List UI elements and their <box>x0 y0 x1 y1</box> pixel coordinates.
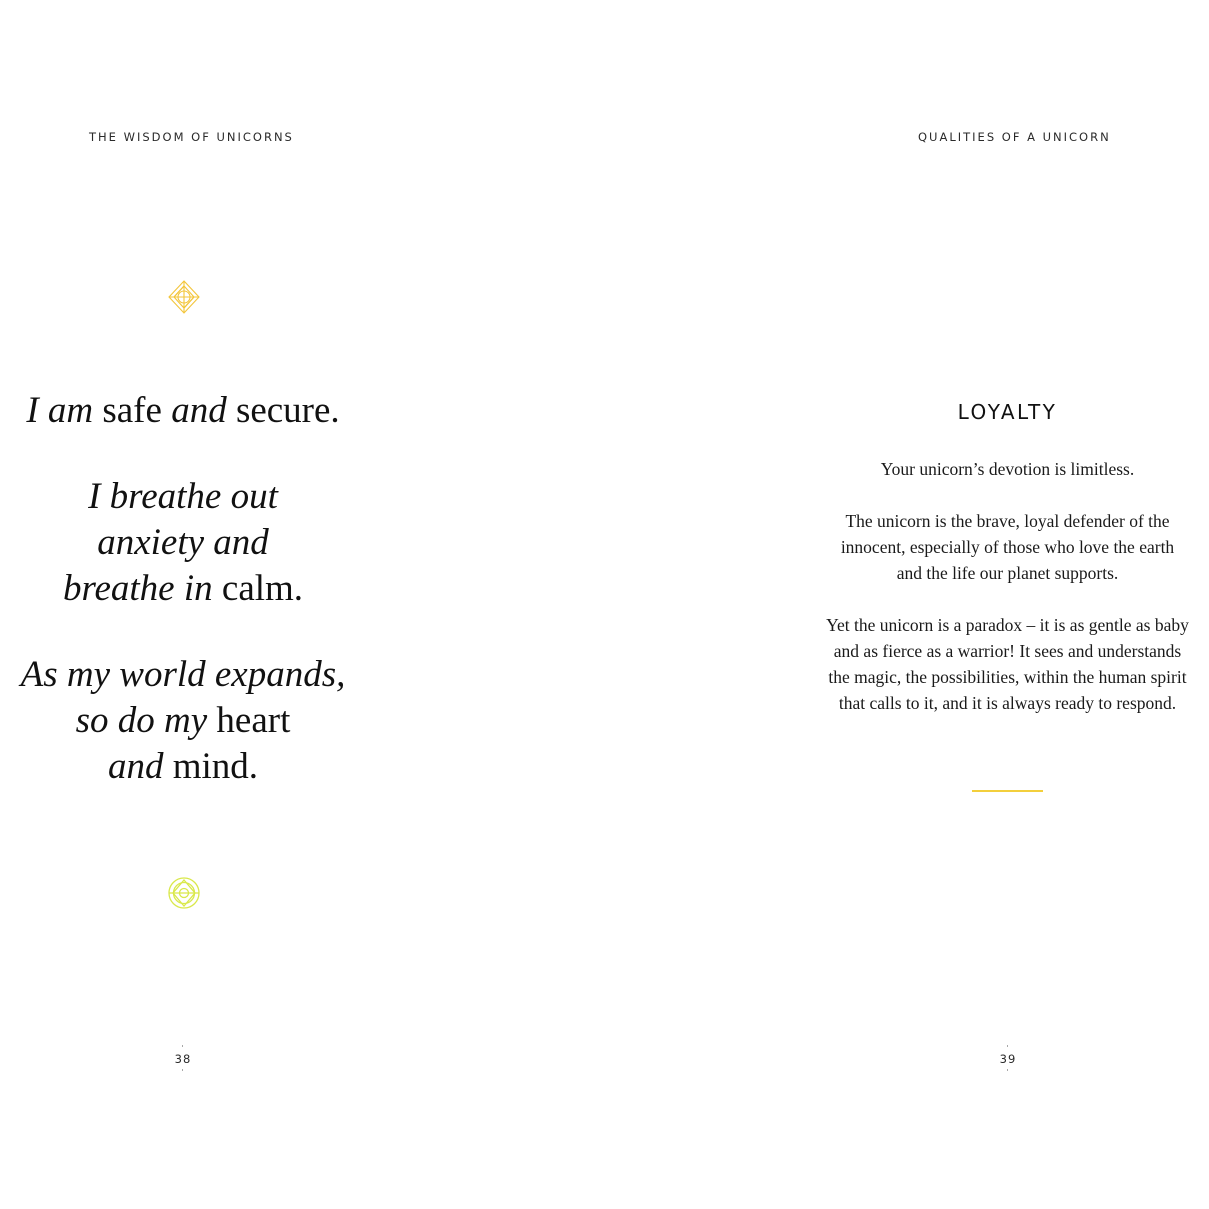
affirmation-line <box>0 566 366 612</box>
affirmation-run: anxiety and <box>97 522 269 563</box>
body-line: and the life our planet supports. <box>896 563 1119 583</box>
body-paragraph <box>806 612 1209 716</box>
affirmation-run: I am <box>26 390 94 431</box>
body-line: Your unicorn’s devotion is limitless. <box>880 459 1135 479</box>
body-paragraph <box>806 456 1209 482</box>
affirmation-run: safe <box>93 390 172 431</box>
body-paragraph <box>806 508 1209 586</box>
running-head-left: THE WISDOM OF UNICORNS <box>89 130 294 144</box>
affirmation-block <box>0 474 366 612</box>
affirmation-block <box>0 652 366 790</box>
section-divider-rule <box>972 790 1043 792</box>
affirmation-line <box>0 652 366 698</box>
affirmation-run: secure. <box>226 390 340 431</box>
affirmation-run: and <box>171 390 227 431</box>
page-number-right: · 39 · <box>999 1042 1017 1075</box>
body-line: The unicorn is the brave, loyal defender of the <box>845 511 1170 531</box>
body-line: and as fierce as a warrior! It sees and understands <box>833 641 1182 661</box>
affirmation-line <box>0 520 366 566</box>
section-title: LOYALTY <box>957 400 1058 424</box>
running-head-right: QUALITIES OF A UNICORN <box>918 130 1111 144</box>
body-line: innocent, especially of those who love the earth <box>840 537 1175 557</box>
page-number-left-value: 38 <box>174 1052 192 1066</box>
affirmations <box>0 388 366 830</box>
affirmation-run: I breathe out <box>88 476 278 517</box>
sacred-circle-icon <box>167 876 201 910</box>
affirmation-line <box>0 474 366 520</box>
body-line: that calls to it, and it is always ready to respond. <box>838 693 1177 713</box>
geometric-crystal-icon <box>167 280 201 314</box>
body-text <box>806 456 1209 742</box>
body-line: Yet the unicorn is a paradox – it is as gentle as baby <box>826 615 1189 635</box>
left-page <box>0 0 366 1209</box>
affirmation-run: breathe in <box>62 568 213 609</box>
affirmation-run: mind. <box>163 746 259 787</box>
affirmation-run: As my world expands, <box>20 654 346 695</box>
affirmation-line <box>0 388 366 434</box>
affirmation-run: so do my <box>75 700 208 741</box>
affirmation-run: heart <box>207 700 291 741</box>
right-page <box>806 0 1209 1209</box>
affirmation-run: and <box>107 746 164 787</box>
body-line: the magic, the possibilities, within the human spirit <box>828 667 1187 687</box>
affirmation-run: calm. <box>212 568 304 609</box>
page-number-left: · 38 · <box>174 1042 192 1075</box>
affirmation-line <box>0 744 366 790</box>
affirmation-block <box>0 388 366 434</box>
affirmation-line <box>0 698 366 744</box>
page-number-right-value: 39 <box>999 1052 1017 1066</box>
